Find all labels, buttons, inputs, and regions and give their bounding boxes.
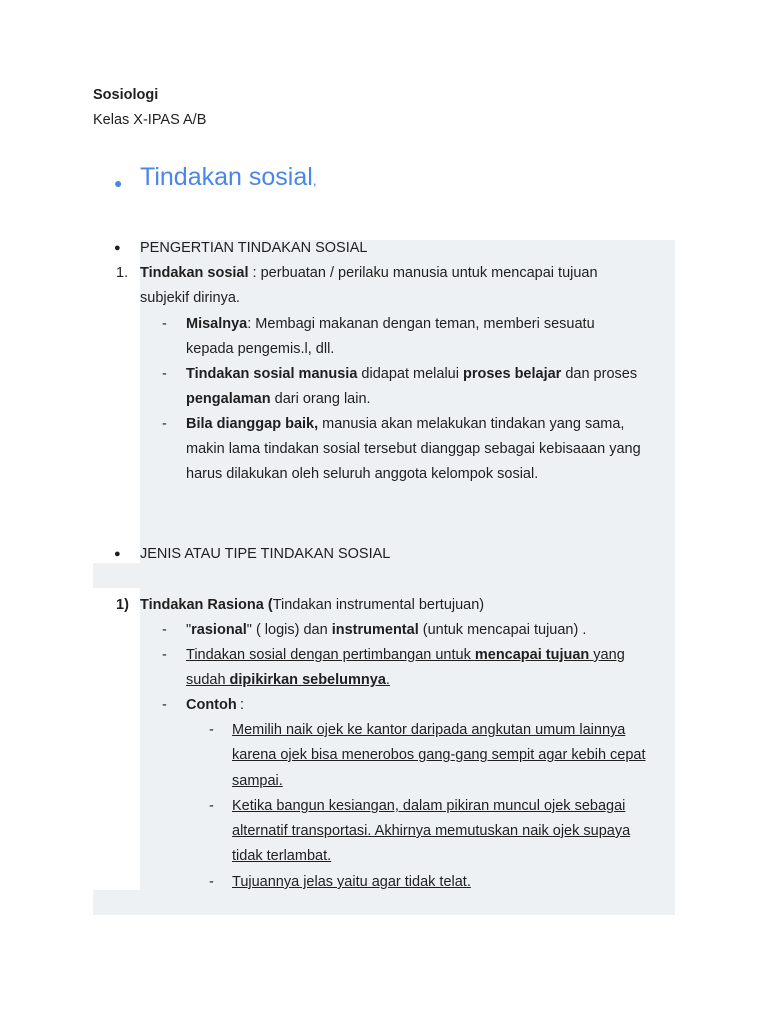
instrumental-term: instrumental <box>331 622 419 638</box>
dash-marker-icon: - <box>162 697 167 713</box>
section2-item-number: 1) <box>116 597 129 613</box>
section1-heading: PENGERTIAN TINDAKAN SOSIAL <box>140 240 368 256</box>
dash-marker-icon: - <box>209 722 214 738</box>
section1-item-line1 <box>140 261 598 286</box>
section2-item-line <box>140 593 484 618</box>
section1-item-number: 1. <box>116 265 129 281</box>
sub2-bold-2: proses belajar <box>462 366 562 382</box>
example2-line3: tidak terlambat. <box>232 848 332 864</box>
section2-sub1-line <box>186 618 586 643</box>
example1-line2: karena ojek bisa menerobos gang-gang sempit agar kebih cepat <box>232 747 646 763</box>
contoh-colon: : <box>240 697 245 713</box>
example1-line3: sampai. <box>232 773 283 789</box>
mencapai-tujuan-term: mencapai tujuan <box>474 647 590 663</box>
section2-bullet-icon: ● <box>114 548 121 560</box>
page-title <box>140 160 317 197</box>
sub2-bold-1: Tindakan sosial manusia <box>186 366 358 382</box>
sub2-text-d: . <box>385 672 390 688</box>
section2-sub2-line2 <box>186 668 390 693</box>
section1-sub3-line1 <box>186 412 624 437</box>
sub2-text-2: dan proses <box>561 366 638 382</box>
contoh-label: Contoh <box>186 697 237 713</box>
section2-sub2-line1 <box>186 643 625 668</box>
sub3-bold: Bila dianggap baik, <box>186 416 319 432</box>
term-tindakan-sosial: Tindakan sosial <box>140 265 249 281</box>
sub2-text-b: yang <box>589 647 625 663</box>
section1-item-line2: subjekif dirinya. <box>140 290 240 306</box>
highlight-block-gap <box>140 485 675 523</box>
title-text: Tindakan sosial <box>140 163 313 191</box>
section1-bullet-icon: ● <box>114 242 121 254</box>
section1-sub2-line2 <box>186 387 371 412</box>
misalnya-label: Misalnya <box>186 316 248 332</box>
sub2-text-3: dari orang lain. <box>270 391 371 407</box>
rasional-term: rasional <box>191 622 247 638</box>
sub2-text-a: Tindakan sosial dengan pertimbangan untuk <box>186 647 475 663</box>
definition-text: : perbuatan / perilaku manusia untuk mencapai tujuan <box>248 265 598 281</box>
section1-sub2-line1 <box>186 362 637 387</box>
class-label <box>93 108 206 133</box>
example3-line1: Tujuannya jelas yaitu agar tidak telat. <box>232 874 471 890</box>
sub2-text-1: didapat melalui <box>357 366 463 382</box>
example1-line1: Memilih naik ojek ke kantor daripada angkutan umum lainnya <box>232 722 626 738</box>
sub2-text-c: sudah <box>186 672 230 688</box>
section1-sub3-line2: makin lama tindakan sosial tersebut dianggap sebagai kebisaaan yang <box>186 441 641 457</box>
dash-marker-icon: - <box>209 798 214 814</box>
example2-line2: alternatif transportasi. Akhirnya memutuskan naik ojek supaya <box>232 823 631 839</box>
dash-marker-icon: - <box>162 366 167 382</box>
class-text: Kelas X-IPAS A/B <box>93 112 207 128</box>
subject-label: Sosiologi <box>93 87 159 103</box>
title-suffix: , <box>312 172 317 188</box>
dash-marker-icon: - <box>162 622 167 638</box>
section2-heading: JENIS ATAU TIPE TINDAKAN SOSIAL <box>140 546 391 562</box>
quote-mark: " <box>186 622 192 638</box>
dash-marker-icon: - <box>162 316 167 332</box>
sub1-text-2: (untuk mencapai tujuan) . <box>418 622 587 638</box>
rasiona-label: Tindakan Rasiona ( <box>140 597 273 613</box>
dash-marker-icon: - <box>209 874 214 890</box>
sub3-text: manusia akan melakukan tindakan yang sama, <box>318 416 625 432</box>
section1-sub1-line1 <box>186 312 595 337</box>
dipikirkan-term: dipikirkan sebelumnya <box>229 672 386 688</box>
dash-marker-icon: - <box>162 647 167 663</box>
misalnya-text: : Membagi makanan dengan teman, memberi sesuatu <box>247 316 595 332</box>
example2-line1: Ketika bangun kesiangan, dalam pikiran muncul ojek sebagai <box>232 798 626 814</box>
dash-marker-icon: - <box>162 416 167 432</box>
section1-sub1-line2: kepada pengemis.l, dll. <box>186 341 335 357</box>
sub1-text-1: " ( logis) dan <box>246 622 332 638</box>
rasiona-text: Tindakan instrumental bertujuan) <box>272 597 485 613</box>
title-bullet-icon: ● <box>114 175 123 191</box>
section1-sub3-line3: harus dilakukan oleh seluruh anggota kelompok sosial. <box>186 466 539 482</box>
sub2-bold-3: pengalaman <box>186 391 271 407</box>
